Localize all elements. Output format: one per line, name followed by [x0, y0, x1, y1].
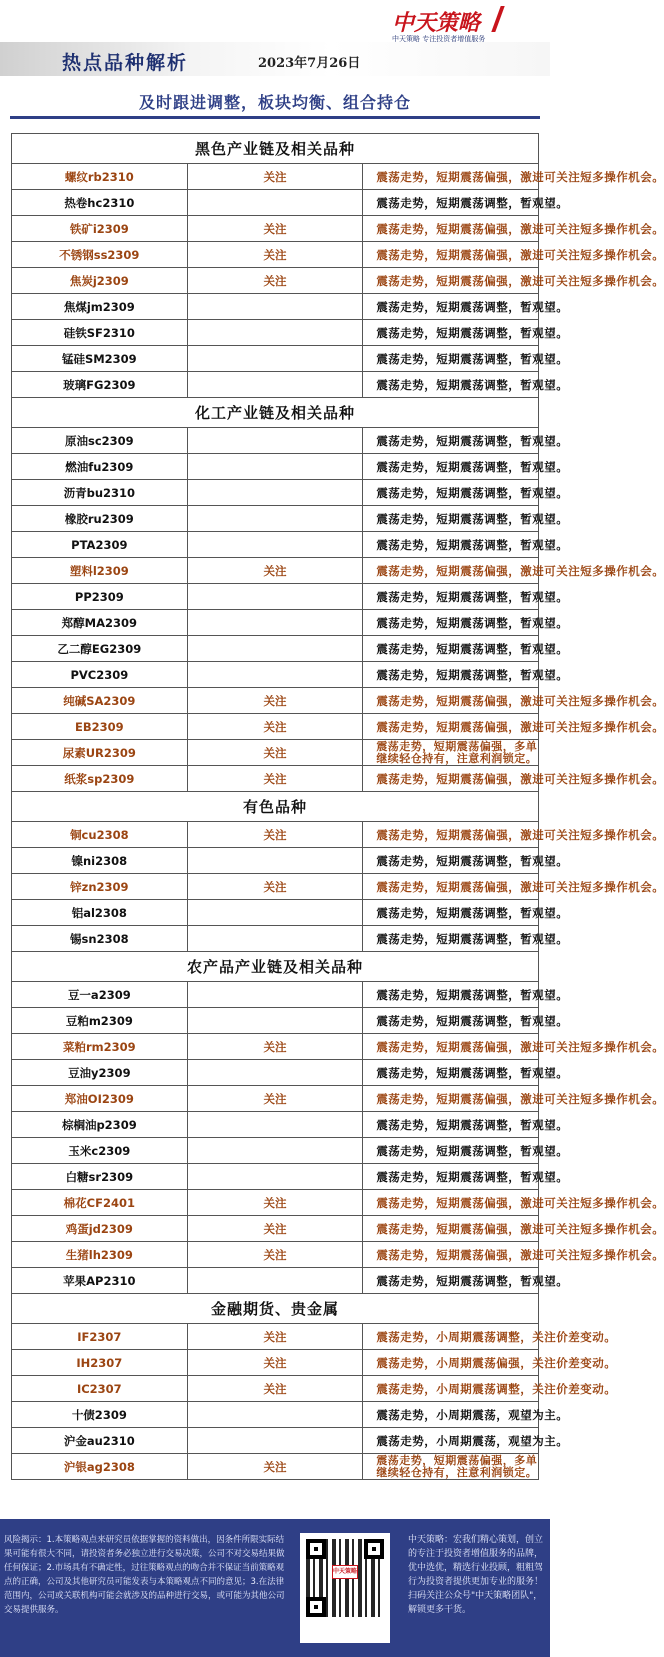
- market-view: 震荡走势，小周期震荡调整，关注价差变动。: [363, 1376, 539, 1402]
- market-view: 震荡走势，短期震荡偏强，激进可关注短多操作机会。: [363, 1216, 539, 1242]
- contract-name: 沪银ag2308: [12, 1454, 188, 1480]
- brand-logo: [388, 6, 538, 46]
- focus-tag: [187, 1112, 363, 1138]
- focus-tag: 关注: [187, 822, 363, 848]
- contract-name: 硅铁SF2310: [12, 320, 188, 346]
- market-view: 震荡走势，短期震荡调整，暂观望。: [363, 428, 539, 454]
- market-view: 震荡走势，短期震荡调整，暂观望。: [363, 1268, 539, 1294]
- contract-name: 铝al2308: [12, 900, 188, 926]
- market-view: 震荡走势，短期震荡调整，暂观望。: [363, 926, 539, 952]
- focus-tag: [187, 320, 363, 346]
- contract-name: 玉米c2309: [12, 1138, 188, 1164]
- contract-name: 十债2309: [12, 1402, 188, 1428]
- focus-tag: 关注: [187, 688, 363, 714]
- table-row: [12, 372, 539, 398]
- contract-name: 鸡蛋jd2309: [12, 1216, 188, 1242]
- logo-tagline: 中天策略 专注投资者增值服务: [392, 35, 486, 43]
- market-view: 震荡走势，短期震荡偏强，激进可关注短多操作机会。: [363, 1242, 539, 1268]
- focus-tag: [187, 1164, 363, 1190]
- contract-name: 郑油OI2309: [12, 1086, 188, 1112]
- market-view: 震荡走势，短期震荡偏强，激进可关注短多操作机会。: [363, 242, 539, 268]
- market-view: 震荡走势，短期震荡调整，暂观望。: [363, 346, 539, 372]
- table-row: [12, 688, 539, 714]
- team-description: 中天策略：宏我们精心策划，创立的专注于投资者增值服务的品牌，优中选优，精选行业投顾，粗粗驾行为投资者提供更加专业的服务！扫码关注公众号"中天策略团队"，解锁更多干货。: [408, 1535, 544, 1615]
- section-title: 金融期货、贵金属: [12, 1294, 539, 1324]
- table-row: [12, 662, 539, 688]
- section-header-row: [12, 792, 539, 822]
- contract-name: IH2307: [12, 1350, 188, 1376]
- contract-name: 生猪lh2309: [12, 1242, 188, 1268]
- contract-name: PVC2309: [12, 662, 188, 688]
- table-row: [12, 558, 539, 584]
- focus-tag: [187, 1428, 363, 1454]
- title-box: [10, 44, 235, 74]
- focus-tag: 关注: [187, 766, 363, 792]
- header: [0, 0, 550, 110]
- contract-name: 菜粕rm2309: [12, 1034, 188, 1060]
- focus-tag: [187, 636, 363, 662]
- subtitle-bar: [10, 88, 540, 114]
- contract-name: 苹果AP2310: [12, 1268, 188, 1294]
- contract-name: IC2307: [12, 1376, 188, 1402]
- contract-name: 热卷hc2310: [12, 190, 188, 216]
- table-row: [12, 1428, 539, 1454]
- contract-name: IF2307: [12, 1324, 188, 1350]
- focus-tag: 关注: [187, 1242, 363, 1268]
- focus-tag: 关注: [187, 1324, 363, 1350]
- market-view: 震荡走势，短期震荡调整，暂观望。: [363, 1008, 539, 1034]
- focus-tag: [187, 848, 363, 874]
- footer: [0, 1519, 550, 1657]
- contract-name: EB2309: [12, 714, 188, 740]
- qr-code[interactable]: [300, 1533, 390, 1643]
- focus-tag: [187, 294, 363, 320]
- focus-tag: [187, 372, 363, 398]
- contract-name: 锰硅SM2309: [12, 346, 188, 372]
- market-view: 震荡走势，短期震荡偏强，激进可关注短多操作机会。: [363, 268, 539, 294]
- commodity-table-body: [12, 134, 664, 1480]
- section-header-row: [12, 1294, 539, 1324]
- market-view: 震荡走势，短期震荡调整，暂观望。: [363, 454, 539, 480]
- market-view: 震荡走势，短期震荡调整，暂观望。: [363, 1112, 539, 1138]
- contract-name: 沪金au2310: [12, 1428, 188, 1454]
- contract-name: 焦炭j2309: [12, 268, 188, 294]
- market-view: 震荡走势，小周期震荡偏强，关注价差变动。: [363, 1350, 539, 1376]
- contract-name: 焦煤jm2309: [12, 294, 188, 320]
- focus-tag: 关注: [187, 164, 363, 190]
- contract-name: 铜cu2308: [12, 822, 188, 848]
- contract-name: 玻璃FG2309: [12, 372, 188, 398]
- table-row: [12, 584, 539, 610]
- section-header-row: [12, 952, 539, 982]
- focus-tag: 关注: [187, 216, 363, 242]
- section-title: 化工产业链及相关品种: [12, 398, 539, 428]
- focus-tag: [187, 1402, 363, 1428]
- focus-tag: [187, 982, 363, 1008]
- table-row: [12, 1242, 539, 1268]
- section-title: 有色品种: [12, 792, 539, 822]
- contract-name: 豆油y2309: [12, 1060, 188, 1086]
- market-view: 震荡走势，小周期震荡，观望为主。: [363, 1402, 539, 1428]
- table-row: [12, 428, 539, 454]
- table-row: [12, 900, 539, 926]
- focus-tag: 关注: [187, 558, 363, 584]
- contract-name: 锌zn2309: [12, 874, 188, 900]
- table-row: [12, 164, 539, 190]
- table-row: [12, 480, 539, 506]
- logo-slash-icon: [491, 6, 504, 32]
- focus-tag: [187, 428, 363, 454]
- market-view: 震荡走势，短期震荡偏强，激进可关注短多操作机会。: [363, 874, 539, 900]
- table-row: [12, 1324, 539, 1350]
- focus-tag: 关注: [187, 1216, 363, 1242]
- contract-name: PTA2309: [12, 532, 188, 558]
- table-row: [12, 1454, 539, 1480]
- market-view: 震荡走势，短期震荡调整，暂观望。: [363, 1060, 539, 1086]
- focus-tag: [187, 584, 363, 610]
- market-view: 震荡走势，短期震荡偏强，激进可关注短多操作机会。: [363, 1086, 539, 1112]
- table-row: [12, 1034, 539, 1060]
- contract-name: 原油sc2309: [12, 428, 188, 454]
- qr-finder-icon: [306, 1539, 326, 1559]
- table-row: [12, 1402, 539, 1428]
- focus-tag: [187, 1008, 363, 1034]
- table-row: [12, 346, 539, 372]
- market-view: 震荡走势，短期震荡调整，暂观望。: [363, 1164, 539, 1190]
- market-view: 震荡走势，短期震荡调整，暂观望。: [363, 848, 539, 874]
- market-view: 震荡走势，短期震荡调整，暂观望。: [363, 900, 539, 926]
- section-title: 黑色产业链及相关品种: [12, 134, 539, 164]
- market-view: 震荡走势，小周期震荡，观望为主。: [363, 1428, 539, 1454]
- contract-name: 郑醇MA2309: [12, 610, 188, 636]
- focus-tag: [187, 532, 363, 558]
- focus-tag: [187, 480, 363, 506]
- section-title: 农产品产业链及相关品种: [12, 952, 539, 982]
- table-row: [12, 1164, 539, 1190]
- market-view: 震荡走势，短期震荡偏强，激进可关注短多操作机会。: [363, 766, 539, 792]
- table-row: [12, 216, 539, 242]
- focus-tag: 关注: [187, 714, 363, 740]
- focus-tag: 关注: [187, 874, 363, 900]
- table-row: [12, 242, 539, 268]
- table-row: [12, 1138, 539, 1164]
- focus-tag: 关注: [187, 1376, 363, 1402]
- market-view: 震荡走势，短期震荡调整，暂观望。: [363, 532, 539, 558]
- focus-tag: 关注: [187, 1034, 363, 1060]
- market-view: 震荡走势，短期震荡调整，暂观望。: [363, 480, 539, 506]
- market-view: 震荡走势，短期震荡调整，暂观望。: [363, 662, 539, 688]
- focus-tag: 关注: [187, 740, 363, 766]
- page-subtitle: 及时跟进调整，板块均衡、组合持仓: [138, 93, 411, 112]
- market-view: 震荡走势，短期震荡偏强，多单继续轻仓持有，注意利润锁定。: [363, 740, 539, 766]
- contract-name: 尿素UR2309: [12, 740, 188, 766]
- market-view: 震荡走势，短期震荡偏强，激进可关注短多操作机会。: [363, 1190, 539, 1216]
- table-row: [12, 848, 539, 874]
- contract-name: 燃油fu2309: [12, 454, 188, 480]
- table-row: [12, 294, 539, 320]
- table-row: [12, 454, 539, 480]
- table-row: [12, 1268, 539, 1294]
- market-view: 震荡走势，短期震荡偏强，激进可关注短多操作机会。: [363, 216, 539, 242]
- table-row: [12, 1350, 539, 1376]
- market-view: 震荡走势，短期震荡偏强，激进可关注短多操作机会。: [363, 1034, 539, 1060]
- focus-tag: [187, 454, 363, 480]
- market-view: 震荡走势，短期震荡调整，暂观望。: [363, 982, 539, 1008]
- contract-name: 镍ni2308: [12, 848, 188, 874]
- market-view: 震荡走势，短期震荡调整，暂观望。: [363, 506, 539, 532]
- table-row: [12, 740, 539, 766]
- market-view: 震荡走势，短期震荡调整，暂观望。: [363, 294, 539, 320]
- contract-name: 纸浆sp2309: [12, 766, 188, 792]
- focus-tag: 关注: [187, 1350, 363, 1376]
- table-row: [12, 190, 539, 216]
- table-row: [12, 982, 539, 1008]
- focus-tag: 关注: [187, 1086, 363, 1112]
- table-row: [12, 874, 539, 900]
- section-header-row: [12, 398, 539, 428]
- table-row: [12, 1190, 539, 1216]
- market-view: 震荡走势，短期震荡调整，暂观望。: [363, 372, 539, 398]
- table-row: [12, 822, 539, 848]
- contract-name: 乙二醇EG2309: [12, 636, 188, 662]
- table-row: [12, 766, 539, 792]
- focus-tag: 关注: [187, 268, 363, 294]
- market-view: 震荡走势，短期震荡调整，暂观望。: [363, 1138, 539, 1164]
- market-view: 震荡走势，短期震荡调整，暂观望。: [363, 320, 539, 346]
- market-view: 震荡走势，短期震荡偏强，多单继续轻仓持有，注意利润锁定。: [363, 1454, 539, 1480]
- subtitle-divider: [10, 116, 540, 119]
- contract-name: 豆粕m2309: [12, 1008, 188, 1034]
- focus-tag: 关注: [187, 242, 363, 268]
- table-row: [12, 1008, 539, 1034]
- focus-tag: [187, 662, 363, 688]
- section-header-row: [12, 134, 539, 164]
- contract-name: 棉花CF2401: [12, 1190, 188, 1216]
- table-row: [12, 1086, 539, 1112]
- table-row: [12, 714, 539, 740]
- risk-disclaimer: 风险揭示：1.本策略观点来研究员依据掌握的资料做出，因条件所限实际结果可能有很大不同，请投资者务必独立进行交易决策，公司不对交易结果做任何保证；2.市场具有不确定性，过往策略观点的吻合并不保证当前策略观点的正确，公司及其他研究员可能发表与本策略观点不同的意见；3.在法律范围内，公司或关联机构可能会就涉及的品种进行交易，或可能为其他公司交易提供服务。: [4, 1535, 285, 1615]
- qr-logo: 中天策略: [332, 1565, 358, 1579]
- table-row: [12, 268, 539, 294]
- contract-name: 不锈钢ss2309: [12, 242, 188, 268]
- market-view: 震荡走势，短期震荡偏强，激进可关注短多操作机会。: [363, 164, 539, 190]
- contract-name: PP2309: [12, 584, 188, 610]
- focus-tag: [187, 1268, 363, 1294]
- contract-name: 纯碱SA2309: [12, 688, 188, 714]
- contract-name: 螺纹rb2310: [12, 164, 188, 190]
- contract-name: 橡胶ru2309: [12, 506, 188, 532]
- table-row: [12, 636, 539, 662]
- focus-tag: [187, 926, 363, 952]
- market-view: 震荡走势，短期震荡偏强，激进可关注短多操作机会。: [363, 688, 539, 714]
- table-row: [12, 320, 539, 346]
- contract-name: 铁矿i2309: [12, 216, 188, 242]
- contract-name: 沥青bu2310: [12, 480, 188, 506]
- table-row: [12, 1112, 539, 1138]
- market-view: 震荡走势，短期震荡偏强，激进可关注短多操作机会。: [363, 714, 539, 740]
- focus-tag: [187, 346, 363, 372]
- contract-name: 白糖sr2309: [12, 1164, 188, 1190]
- contract-name: 塑料l2309: [12, 558, 188, 584]
- page-title: 热点品种解析: [62, 52, 189, 74]
- table-row: [12, 506, 539, 532]
- focus-tag: 关注: [187, 1454, 363, 1480]
- focus-tag: [187, 1138, 363, 1164]
- focus-tag: 关注: [187, 1190, 363, 1216]
- table-row: [12, 1216, 539, 1242]
- commodity-table: [11, 133, 664, 1480]
- qr-finder-icon: [364, 1539, 384, 1559]
- table-row: [12, 1376, 539, 1402]
- market-view: 震荡走势，短期震荡调整，暂观望。: [363, 636, 539, 662]
- focus-tag: [187, 506, 363, 532]
- report-date: 2023年7月26日: [258, 56, 361, 71]
- table-row: [12, 532, 539, 558]
- market-view: 震荡走势，短期震荡调整，暂观望。: [363, 190, 539, 216]
- market-view: 震荡走势，短期震荡偏强，激进可关注短多操作机会。: [363, 558, 539, 584]
- focus-tag: [187, 1060, 363, 1086]
- market-view: 震荡走势，短期震荡偏强，激进可关注短多操作机会。: [363, 822, 539, 848]
- table-row: [12, 610, 539, 636]
- table-row: [12, 926, 539, 952]
- market-view: 震荡走势，短期震荡调整，暂观望。: [363, 584, 539, 610]
- focus-tag: [187, 190, 363, 216]
- qr-finder-icon: [306, 1597, 326, 1617]
- focus-tag: [187, 610, 363, 636]
- contract-name: 锡sn2308: [12, 926, 188, 952]
- contract-name: 豆一a2309: [12, 982, 188, 1008]
- table-row: [12, 1060, 539, 1086]
- focus-tag: [187, 900, 363, 926]
- market-view: 震荡走势，短期震荡调整，暂观望。: [363, 610, 539, 636]
- logo-text: 中天策略: [392, 11, 481, 36]
- market-view: 震荡走势，小周期震荡调整，关注价差变动。: [363, 1324, 539, 1350]
- contract-name: 棕榈油p2309: [12, 1112, 188, 1138]
